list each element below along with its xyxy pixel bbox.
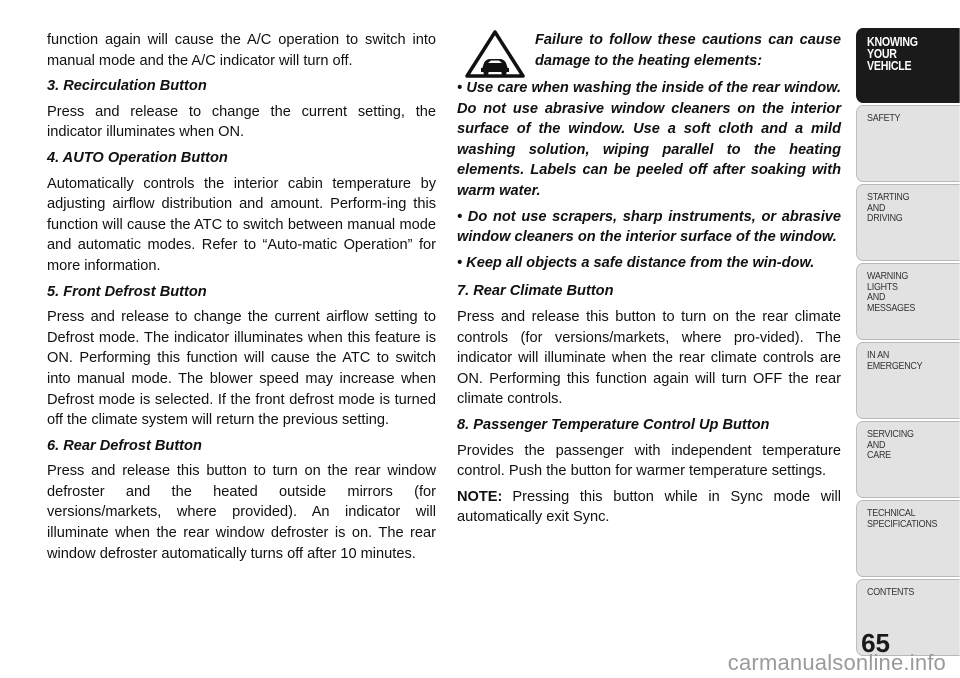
chapter-tabs: [856, 28, 960, 658]
warning-car-icon: [465, 30, 525, 78]
tab-knowing-your-vehicle[interactable]: [856, 28, 960, 103]
section-body: Press and release this button to turn on the rear window defroster and the heated outside mirrors (for versions/markets, where provided). An indicator will illuminate when the rear window defroster is on. The rear window defroster automatically turns off after 10 minutes.: [47, 463, 436, 562]
intro-text: function again will cause the A/C operation to switch into manual mode and the A/C indicator will turn off.: [47, 32, 436, 69]
section-heading: 7. Rear Climate Button: [457, 283, 614, 300]
caution-box: [457, 30, 841, 273]
section-auto-operation: [47, 148, 436, 277]
section-heading: 8. Passenger Temperature Control Up Button: [457, 416, 770, 433]
note-text: Pressing this button while in Sync mode will automatically exit Sync.: [457, 488, 841, 526]
left-column: [47, 30, 436, 569]
tab-safety[interactable]: [856, 105, 960, 182]
caution-item: • Use care when washing the inside of the rear window. Do not use abrasive window cleaners on the interior surface of the window. Use a soft cloth and a mild washing solution, wiping parallel to the heating elements. Labels can be peeled off after soaking with warm water.: [457, 80, 841, 199]
tab-label: STARTING AND DRIVING: [867, 191, 910, 224]
right-column: [457, 30, 841, 533]
section-heading: 5. Front Defrost Button: [47, 283, 207, 300]
note-label: NOTE:: [457, 488, 503, 505]
tab-label: TECHNICAL SPECIFICATIONS: [867, 507, 938, 530]
tab-technical-specifications[interactable]: [856, 500, 960, 577]
tab-starting-and-driving[interactable]: [856, 184, 960, 261]
caution-item: • Do not use scrapers, sharp instruments, or abrasive window cleaners on the interior surface of the window.: [457, 208, 841, 246]
tab-warning-lights[interactable]: [856, 263, 960, 340]
note: [457, 487, 841, 528]
caution-header: [457, 30, 841, 78]
section-body: Press and release to change the current setting, the indicator illuminates when ON.: [47, 103, 436, 141]
section-body: Provides the passenger with independent temperature control. Push the button for warmer temperature settings.: [457, 442, 841, 480]
section-rear-defrost: [47, 436, 436, 565]
section-passenger-temp-up: [457, 415, 841, 482]
page-number: 65: [861, 628, 890, 658]
section-recirculation: [47, 76, 436, 143]
tab-label: SAFETY: [867, 112, 901, 124]
caution-intro: Failure to follow these cautions can cause damage to the heating elements:: [535, 32, 841, 69]
tab-in-an-emergency[interactable]: [856, 342, 960, 419]
section-body: Automatically controls the interior cabin temperature by adjusting airflow distribution and amount. Perform-ing this function will cause the ATC to switch between manual mode and automatic modes. Refer to “Auto-matic Operation” for more information.: [47, 175, 436, 274]
watermark: carmanualsonline.info: [727, 650, 946, 675]
section-rear-climate: [457, 281, 841, 410]
tab-servicing-and-care[interactable]: [856, 421, 960, 498]
tab-label: IN AN EMERGENCY: [867, 349, 923, 372]
section-body: Press and release to change the current airflow setting to Defrost mode. The indicator illuminates when this feature is ON. Performing this function will cause the ATC to switch into manual mode. The blower speed may increase when Defrost mode is selected. If the front defrost mode is turned off the climate system will return the previous setting.: [47, 309, 436, 429]
section-body: Press and release this button to turn on the rear climate controls (for versions/markets, where pro-vided). The indicator will illuminate when the rear climate controls are ON. Performing this function again will turn OFF the rear climate controls.: [457, 308, 841, 408]
tab-label: CONTENTS: [867, 586, 915, 598]
caution-item: • Keep all objects a safe distance from the win-dow.: [457, 254, 815, 271]
tab-label: SERVICING AND CARE: [867, 428, 914, 461]
tab-label: WARNING LIGHTS AND MESSAGES: [867, 270, 916, 314]
section-heading: 3. Recirculation Button: [47, 78, 207, 95]
section-heading: 4. AUTO Operation Button: [47, 149, 228, 166]
section-front-defrost: [47, 282, 436, 431]
tab-label: KNOWING YOUR VEHICLE: [867, 35, 918, 73]
section-heading: 6. Rear Defrost Button: [47, 437, 202, 454]
